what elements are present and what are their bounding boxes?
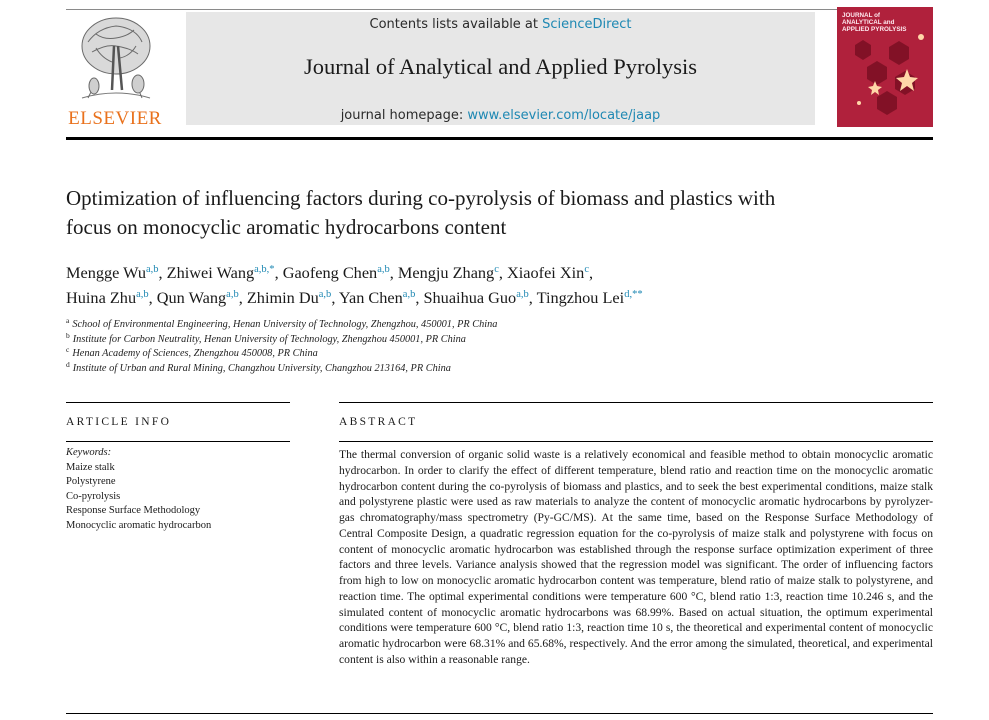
- cover-title-line2: ANALYTICAL and: [842, 19, 895, 26]
- author-separator: ,: [274, 263, 283, 282]
- affiliation-label: c: [66, 345, 70, 354]
- journal-homepage-link[interactable]: www.elsevier.com/locate/jaap: [467, 108, 661, 123]
- abstract-text: The thermal conversion of organic solid waste is a relatively economical and feasible method to obtain monocyclic aromatic hydrocarbon. In order to clarify the effect of different temperature, blend ratio and reaction time on the monocyclic aromatic hydrocarbon content during the co-pyrolysis of biomass and plastics, and to seek the best experimental conditions, maize stalk and polystyrene plastic were used as raw materials to analyze the content of monocyclic aromatic hydrocarbons by pyrolyzer-gas chromatography/mass spectrometry (Py-GC/MS). At the same time, based on the Response Surface Methodology of Central Composite Design, a quadratic regression equation for the co-pyrolysis of maize stalk and polystyrene with focus on content of monocyclic aromatic hydrocarbon was established through the response surface optimization experiment of three factors and three levels. Variance analysis showed that the regression model was significant. The order of influencing factors from high to low on monocyclic aromatic hydrocarbon content was temperature, blend ratio of maize stalk to polystyrene, and reaction time. The optimal experimental conditions were temperature 600 °C, blend ratio 1:3, reaction time 10.246 s, and the simulated content of monocyclic aromatic hydrocarbons was 68.99%. Based on actual situation, the optimum experimental conditions were temperature 600 °C, blend ratio 1:3, reaction time 10 s, the theoretical and experimental content of monocyclic aromatic hydrocarbon were 68.31% and 65.68%, respectively. And the error among the simulated, theoretical, and experimental content is also within a reasonable range.: [339, 448, 933, 666]
- author-separator: ,: [498, 263, 508, 282]
- author-name[interactable]: Shuaihua Guo: [423, 288, 517, 307]
- keyword-item: Response Surface Methodology: [66, 505, 201, 516]
- journal-homepage-line: [186, 108, 815, 123]
- journal-cover-thumbnail[interactable]: [837, 7, 933, 127]
- affiliation-item: [66, 347, 766, 362]
- affiliation-list: [66, 318, 766, 376]
- article-info-divider: [66, 441, 290, 442]
- affiliation-text: School of Environmental Engineering, Henan University of Technology, Zhengzhou, 450001, PR China: [72, 319, 498, 330]
- homepage-prefix: journal homepage:: [340, 108, 468, 123]
- author-affiliation-marker[interactable]: a,b: [145, 264, 159, 275]
- header-bottom-rule: [66, 137, 933, 140]
- sciencedirect-link[interactable]: ScienceDirect: [542, 17, 632, 32]
- keywords-block: [66, 446, 296, 533]
- author-name[interactable]: Huina Zhu: [66, 288, 137, 307]
- author-separator: ,: [331, 288, 339, 307]
- affiliation-item: [66, 359, 766, 377]
- author-name[interactable]: Gaofeng Chen: [282, 263, 378, 282]
- author-name[interactable]: Tingzhou Lei: [536, 288, 625, 307]
- author-affiliation-marker[interactable]: a,b: [516, 289, 529, 300]
- author-separator: ,: [589, 263, 594, 282]
- author-affiliation-marker[interactable]: c: [584, 264, 589, 275]
- abstract-divider: [339, 441, 933, 442]
- author-separator: ,: [415, 288, 424, 307]
- abstract-top-rule: [339, 402, 933, 403]
- cover-artwork-icon: [837, 7, 933, 127]
- keyword-item: Maize stalk: [66, 461, 115, 473]
- keywords-label: Keywords:: [66, 447, 112, 458]
- affiliation-text: Institute for Carbon Neutrality, Henan University of Technology, Zhengzhou 450001, PR China: [72, 333, 466, 345]
- keyword-item: Monocyclic aromatic hydrocarbon: [66, 519, 212, 531]
- publisher-wordmark: ELSEVIER: [68, 108, 162, 129]
- abstract-heading: ABSTRACT: [339, 416, 418, 428]
- article-info-heading: ARTICLE INFO: [66, 416, 172, 428]
- author-affiliation-marker[interactable]: a,b,*: [254, 264, 275, 275]
- author-name[interactable]: Mengge Wu: [66, 263, 146, 282]
- author-affiliation-marker[interactable]: c: [494, 264, 499, 275]
- affiliation-item: [66, 318, 766, 333]
- author-separator: ,: [158, 263, 167, 282]
- tree-emblem-icon: [66, 12, 164, 108]
- author-affiliation-marker[interactable]: a,b: [402, 289, 416, 300]
- author-separator: ,: [389, 263, 398, 282]
- elsevier-logo[interactable]: [66, 12, 164, 128]
- author-name[interactable]: Mengju Zhang: [397, 263, 495, 282]
- author-name[interactable]: Zhimin Du: [246, 288, 319, 307]
- author-name[interactable]: Yan Chen: [338, 288, 403, 307]
- author-name[interactable]: Xiaofei Xin: [507, 263, 585, 282]
- affiliation-item: [66, 330, 766, 348]
- author-affiliation-marker[interactable]: a,b: [377, 264, 390, 275]
- article-title: Optimization of influencing factors during co-pyrolysis of biomass and plastics with focus on monocyclic aromatic hydrocarbons content: [66, 186, 776, 239]
- author-name[interactable]: Zhiwei Wang: [166, 263, 255, 282]
- journal-title: Journal of Analytical and Applied Pyrolysis: [303, 54, 698, 79]
- affiliation-label: a: [66, 316, 70, 325]
- author-affiliation-marker[interactable]: a,b: [136, 289, 149, 300]
- author-affiliation-marker[interactable]: d,**: [624, 289, 643, 300]
- author-separator: ,: [238, 288, 247, 307]
- cover-title-line3: APPLIED PYROLYSIS: [842, 26, 907, 33]
- cover-title-line1: JOURNAL of: [842, 12, 881, 19]
- contents-availability-line: [186, 17, 815, 32]
- affiliation-text: Institute of Urban and Rural Mining, Changzhou University, Changzhou 213164, PR China: [72, 362, 451, 374]
- affiliation-label: d: [66, 359, 70, 369]
- keyword-item: Polystyrene: [66, 476, 116, 487]
- author-name[interactable]: Qun Wang: [156, 288, 227, 307]
- contents-prefix: Contents lists available at: [369, 17, 543, 32]
- author-affiliation-marker[interactable]: a,b: [226, 289, 239, 300]
- journal-header-band: [186, 12, 815, 125]
- affiliation-text: Henan Academy of Sciences, Zhengzhou 450008, PR China: [72, 348, 318, 359]
- affiliation-label: b: [66, 330, 70, 340]
- header-top-rule: [66, 9, 933, 10]
- author-separator: ,: [528, 288, 537, 307]
- keyword-item: Co-pyrolysis: [66, 490, 121, 502]
- author-affiliation-marker[interactable]: a,b: [318, 289, 332, 300]
- author-list: [66, 260, 896, 310]
- author-separator: ,: [148, 288, 157, 307]
- article-info-top-rule: [66, 402, 290, 403]
- page-bottom-rule: [66, 713, 933, 714]
